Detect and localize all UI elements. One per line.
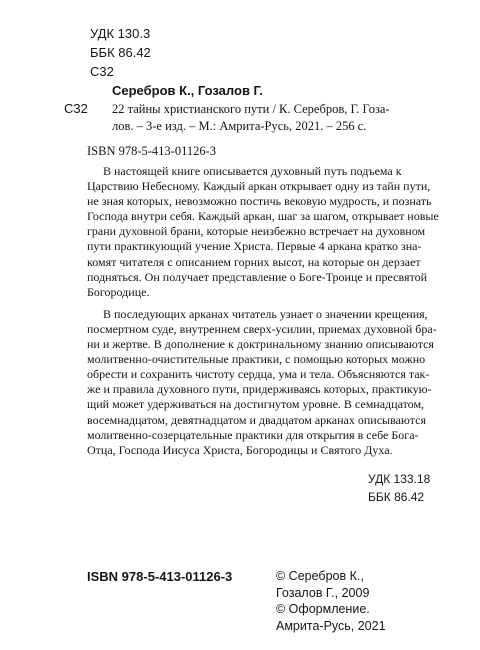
annotation-line: же и правила духовного пути, придерживаясь которых, практикую- — [87, 382, 432, 397]
annotation-line: ни и жертве. В дополнение к доктринальному знанию описываются — [87, 337, 434, 352]
annotation-line: Царствию Небесному. Каждый аркан открывает одну из тайн пути, — [87, 179, 431, 194]
right-classification-block — [368, 470, 430, 506]
annotation-line: Господа внутри себя. Каждый аркан, шаг за шагом, открывает новые — [87, 209, 439, 224]
annotation-line: Богородице. — [87, 284, 150, 299]
copyright-block — [276, 568, 386, 634]
biblio-author-mark: С32 — [64, 101, 88, 116]
annotation-line: щий может удерживаться на достигнутом уровне. В семнадцатом, — [87, 397, 425, 412]
annotation-line: пути практикующий учение Христа. Первые 4 аркана кратко зна- — [87, 239, 422, 254]
udk-code: УДК 130.3 — [90, 26, 151, 41]
classification-block — [90, 24, 151, 81]
isbn-bold: ISBN 978-5-413-01126-3 — [87, 569, 233, 584]
annotation-line: молитвенно-очистительные практики, с помощью которых можно — [87, 352, 426, 367]
annotation-line: не зная которых, невозможно постичь вековую мудрость, и познать — [87, 194, 432, 209]
copyright-line: Гозалов Г., 2009 — [276, 585, 370, 600]
book-annotation — [87, 164, 439, 465]
annotation-line: восемнадцатом, девятнадцатом и двадцатом арканах описываются — [87, 412, 426, 427]
bibliographic-description — [112, 101, 422, 135]
annotation-line: В настоящей книге описывается духовный путь подъема к — [103, 164, 402, 178]
author-line: Серебров К., Гозалов Г. — [112, 83, 263, 98]
biblio-line: лов. – 3-е изд. – М.: Амрита-Русь, 2021. – 256 с. — [112, 119, 367, 133]
author-mark: С32 — [90, 64, 114, 79]
annotation-line: подняться. Он получает представление о Боге-Троице и пресвятой — [87, 269, 428, 284]
isbn-line: ISBN 978-5-413-01126-3 — [87, 144, 217, 158]
bbk-code: ББК 86.42 — [90, 45, 151, 60]
copyright-line: © Оформление. — [276, 602, 370, 616]
annotation-line: комят читателя с описанием горних высот, на которые он дерзает — [87, 254, 421, 269]
annotation-line: грани духовной брани, которые неизбежно встречает на духовном — [87, 224, 426, 239]
annotation-line: обрести и сохранить чистоту сердца, ума и тела. Объясняются так- — [87, 367, 430, 382]
udk-code-right: УДК 133.18 — [368, 472, 431, 486]
copyright-line: © Серебров К., — [276, 569, 364, 583]
annotation-line: Отца, Господа Иисуса Христа, Богородицы и Святого Духа. — [87, 442, 393, 457]
bbk-code-right: ББК 86.42 — [368, 490, 425, 504]
annotation-line: посмертном суде, внутреннем сверх-усилии, приемах духовной бра- — [87, 321, 437, 336]
copyright-line: Амрита-Русь, 2021 — [276, 618, 386, 633]
biblio-line: 22 тайны христианского пути / К. Серебров, Г. Гоза- — [112, 102, 390, 116]
annotation-line: молитвенно-созерцательные практики для открытия в себе Бога- — [87, 427, 419, 442]
annotation-paragraph-1 — [87, 164, 439, 300]
annotation-paragraph-2 — [87, 306, 437, 458]
annotation-line: В последующих арканах читатель узнает о значении крещения, — [103, 306, 428, 321]
